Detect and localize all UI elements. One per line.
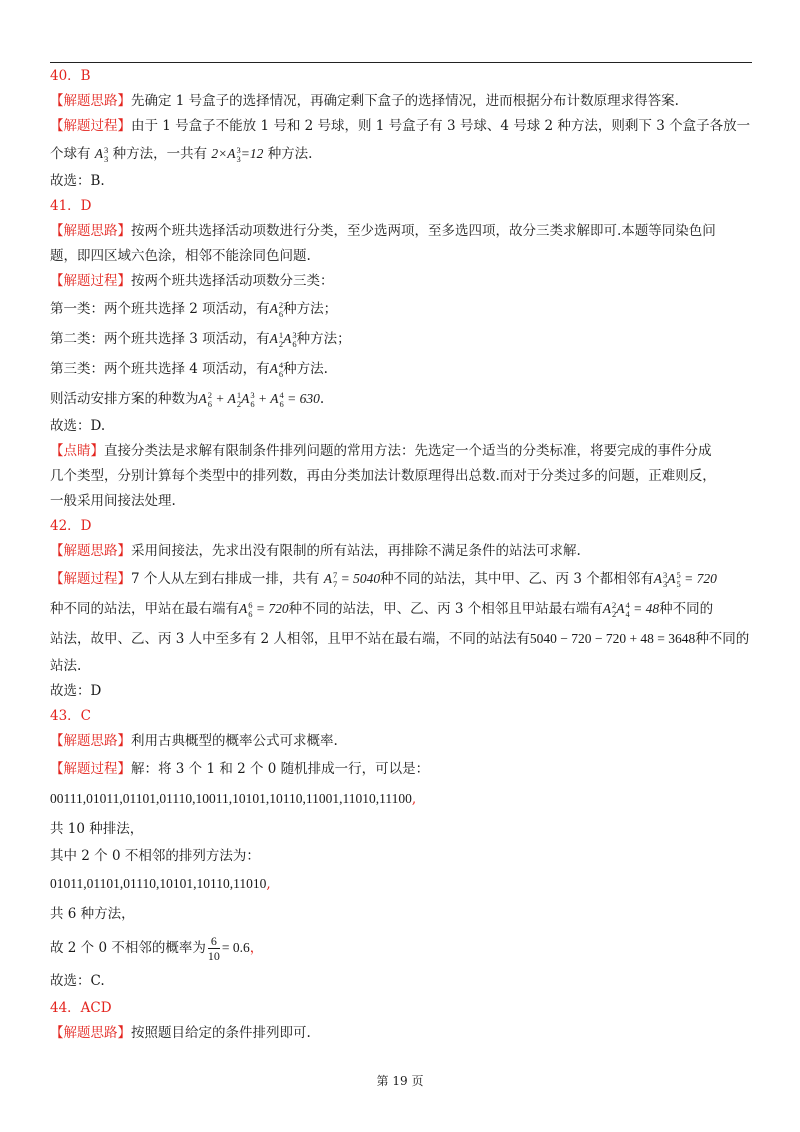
q43-nonadj-intro: 其中 2 个 0 不相邻的排列方法为： [50, 848, 260, 864]
process-tag: 【解题过程】 [50, 273, 131, 289]
answer-content [50, 64, 752, 1046]
idea-tag: 【解题思路】 [50, 93, 131, 109]
q40-process-line1: 【解题过程】由于 1 号盒子不能放 1 号和 2 号球，则 1 号盒子有 3 号球、4 号球 2 种方法，则剩下 3 个盒子各放一 [50, 118, 751, 134]
header-rule [50, 62, 752, 63]
q43-fraction: $\frac{6}{10}$ [207, 934, 220, 963]
q40-choice: 故选：B. [50, 173, 105, 189]
page-number: 第 19 页 [376, 1074, 424, 1088]
q42-choice: 故选：D [50, 683, 102, 699]
process-tag: 【解题过程】 [50, 571, 131, 587]
q41-choice: 故选：D. [50, 418, 106, 434]
q44-idea: 【解题思路】按照题目给定的条件排列即可. [50, 1025, 311, 1041]
idea-tag: 【解题思路】 [50, 543, 131, 559]
q41-total: 则活动安排方案的种数为A 2 6 + A 1 2 A 3 6 + A 4 6 = 630. [50, 389, 325, 409]
q41-idea-line1: 【解题思路】按两个班共选择活动项数进行分类，至少选两项，至多选四项，故分三类求解即可.本题等同染色问 [50, 223, 716, 239]
q42-process-line1: 【解题过程】7 个人从左到右排成一排，共有 A 7 7 = 5040种不同的站法，其中甲、乙、丙 3 个都相邻有A 3 3 A 5 5 = 720 [50, 569, 717, 589]
q43-list-nonadj: 01011,01101,01110,10101,10110,11010, [50, 876, 271, 892]
q42-answer: 42．D [50, 518, 92, 534]
q42-process-line4: 站法. [50, 658, 82, 674]
q43-idea: 【解题思路】利用古典概型的概率公式可求概率. [50, 733, 338, 749]
q41-process: 【解题过程】按两个班共选择活动项数分三类： [50, 273, 334, 289]
q41-idea-line2: 题，即四区域六色涂，相邻不能涂同色问题. [50, 248, 311, 264]
q43-process: 【解题过程】解：将 3 个 1 和 2 个 0 随机排成一行，可以是： [50, 761, 430, 777]
q43-choice: 故选：C. [50, 973, 105, 989]
idea-tag: 【解题思路】 [50, 1025, 131, 1041]
q41-comment-line2: 几个类型，分别计算每个类型中的排列数，再由分类加法计数原理得出总数.而对于分类过多的问题，正难则反， [50, 468, 716, 484]
q42-formula-a77: A 7 7 = 5040 [323, 569, 381, 589]
q42-process-line2: 种不同的站法，甲站在最右端有A 6 6 = 720种不同的站法，甲、乙、丙 3 个相邻且甲站最右端有A 2 2 A 4 4 = 48种不同的 [50, 599, 714, 619]
idea-tag: 【解题思路】 [50, 223, 131, 239]
idea-tag: 【解题思路】 [50, 733, 131, 749]
q43-probability: 故 2 个 0 不相邻的概率为 $\frac{6}{10}$ = 0.6， [50, 934, 264, 963]
q41-case1: 第一类：两个班共选择 2 项活动，有A 2 6 种方法； [50, 299, 338, 319]
q40-formula-total: 2×A 3 3 =12 [211, 144, 264, 164]
q41-comment-line3: 一般采用间接法处理. [50, 493, 176, 509]
q43-count-nonadj: 共 6 种方法， [50, 906, 135, 922]
q43-count-all: 共 10 种排法， [50, 821, 144, 837]
q42-formula-a22a44: A 2 2 A 4 4 = 48 [602, 599, 660, 619]
q40-idea: 【解题思路】先确定 1 号盒子的选择情况，再确定剩下盒子的选择情况，进而根据分布计数原理求得答案. [50, 93, 679, 109]
q41-formula-sum: A 2 6 + A 1 2 A 3 6 + A 4 6 = 630 [198, 389, 320, 409]
comment-tag: 【点睛】 [50, 443, 104, 459]
q40-answer: 40．B [50, 68, 91, 84]
q40-process-line2: 个球有 A 3 3 种方法，一共有 2×A 3 3 =12 种方法. [50, 144, 313, 164]
q43-answer: 43．C [50, 708, 92, 724]
q42-formula-a66: A 6 6 = 720 [239, 599, 289, 619]
q42-idea: 【解题思路】采用间接法，先求出没有限制的所有站法，再排除不满足条件的站法可求解. [50, 543, 581, 559]
q41-answer: 41．D [50, 198, 92, 214]
q42-process-line3: 站法，故甲、乙、丙 3 人中至多有 2 人相邻，且甲不站在最右端，不同的站法有5040 − 720 − 720 + 48 = 3648种不同的 [50, 631, 750, 647]
q41-case2: 第二类：两个班共选择 3 项活动，有A 1 2 A 3 6 种方法； [50, 329, 351, 349]
process-tag: 【解题过程】 [50, 118, 131, 134]
q41-formula-a62: A 2 6 [269, 299, 284, 319]
q41-formula-a21-a63: A 1 2 A 3 6 [269, 329, 297, 349]
q41-case3: 第三类：两个班共选择 4 项活动，有A 4 6 种方法. [50, 359, 328, 379]
q43-list-all: 00111,01011,01101,01110,10011,10101,10110,11001,11010,11100, [50, 791, 417, 807]
q40-formula-a33: A 3 3 [94, 144, 109, 164]
q41-comment-line1: 【点睛】直接分类法是求解有限制条件排列问题的常用方法：先选定一个适当的分类标准，将要完成的事件分成 [50, 443, 712, 459]
q42-formula-result: 5040 − 720 − 720 + 48 = 3648 [529, 631, 696, 646]
q41-formula-a64: A 4 6 [269, 359, 284, 379]
q42-formula-a33a55: A 3 3 A 5 5 = 720 [653, 569, 717, 589]
process-tag: 【解题过程】 [50, 761, 131, 777]
q44-answer: 44．ACD [50, 1000, 112, 1016]
